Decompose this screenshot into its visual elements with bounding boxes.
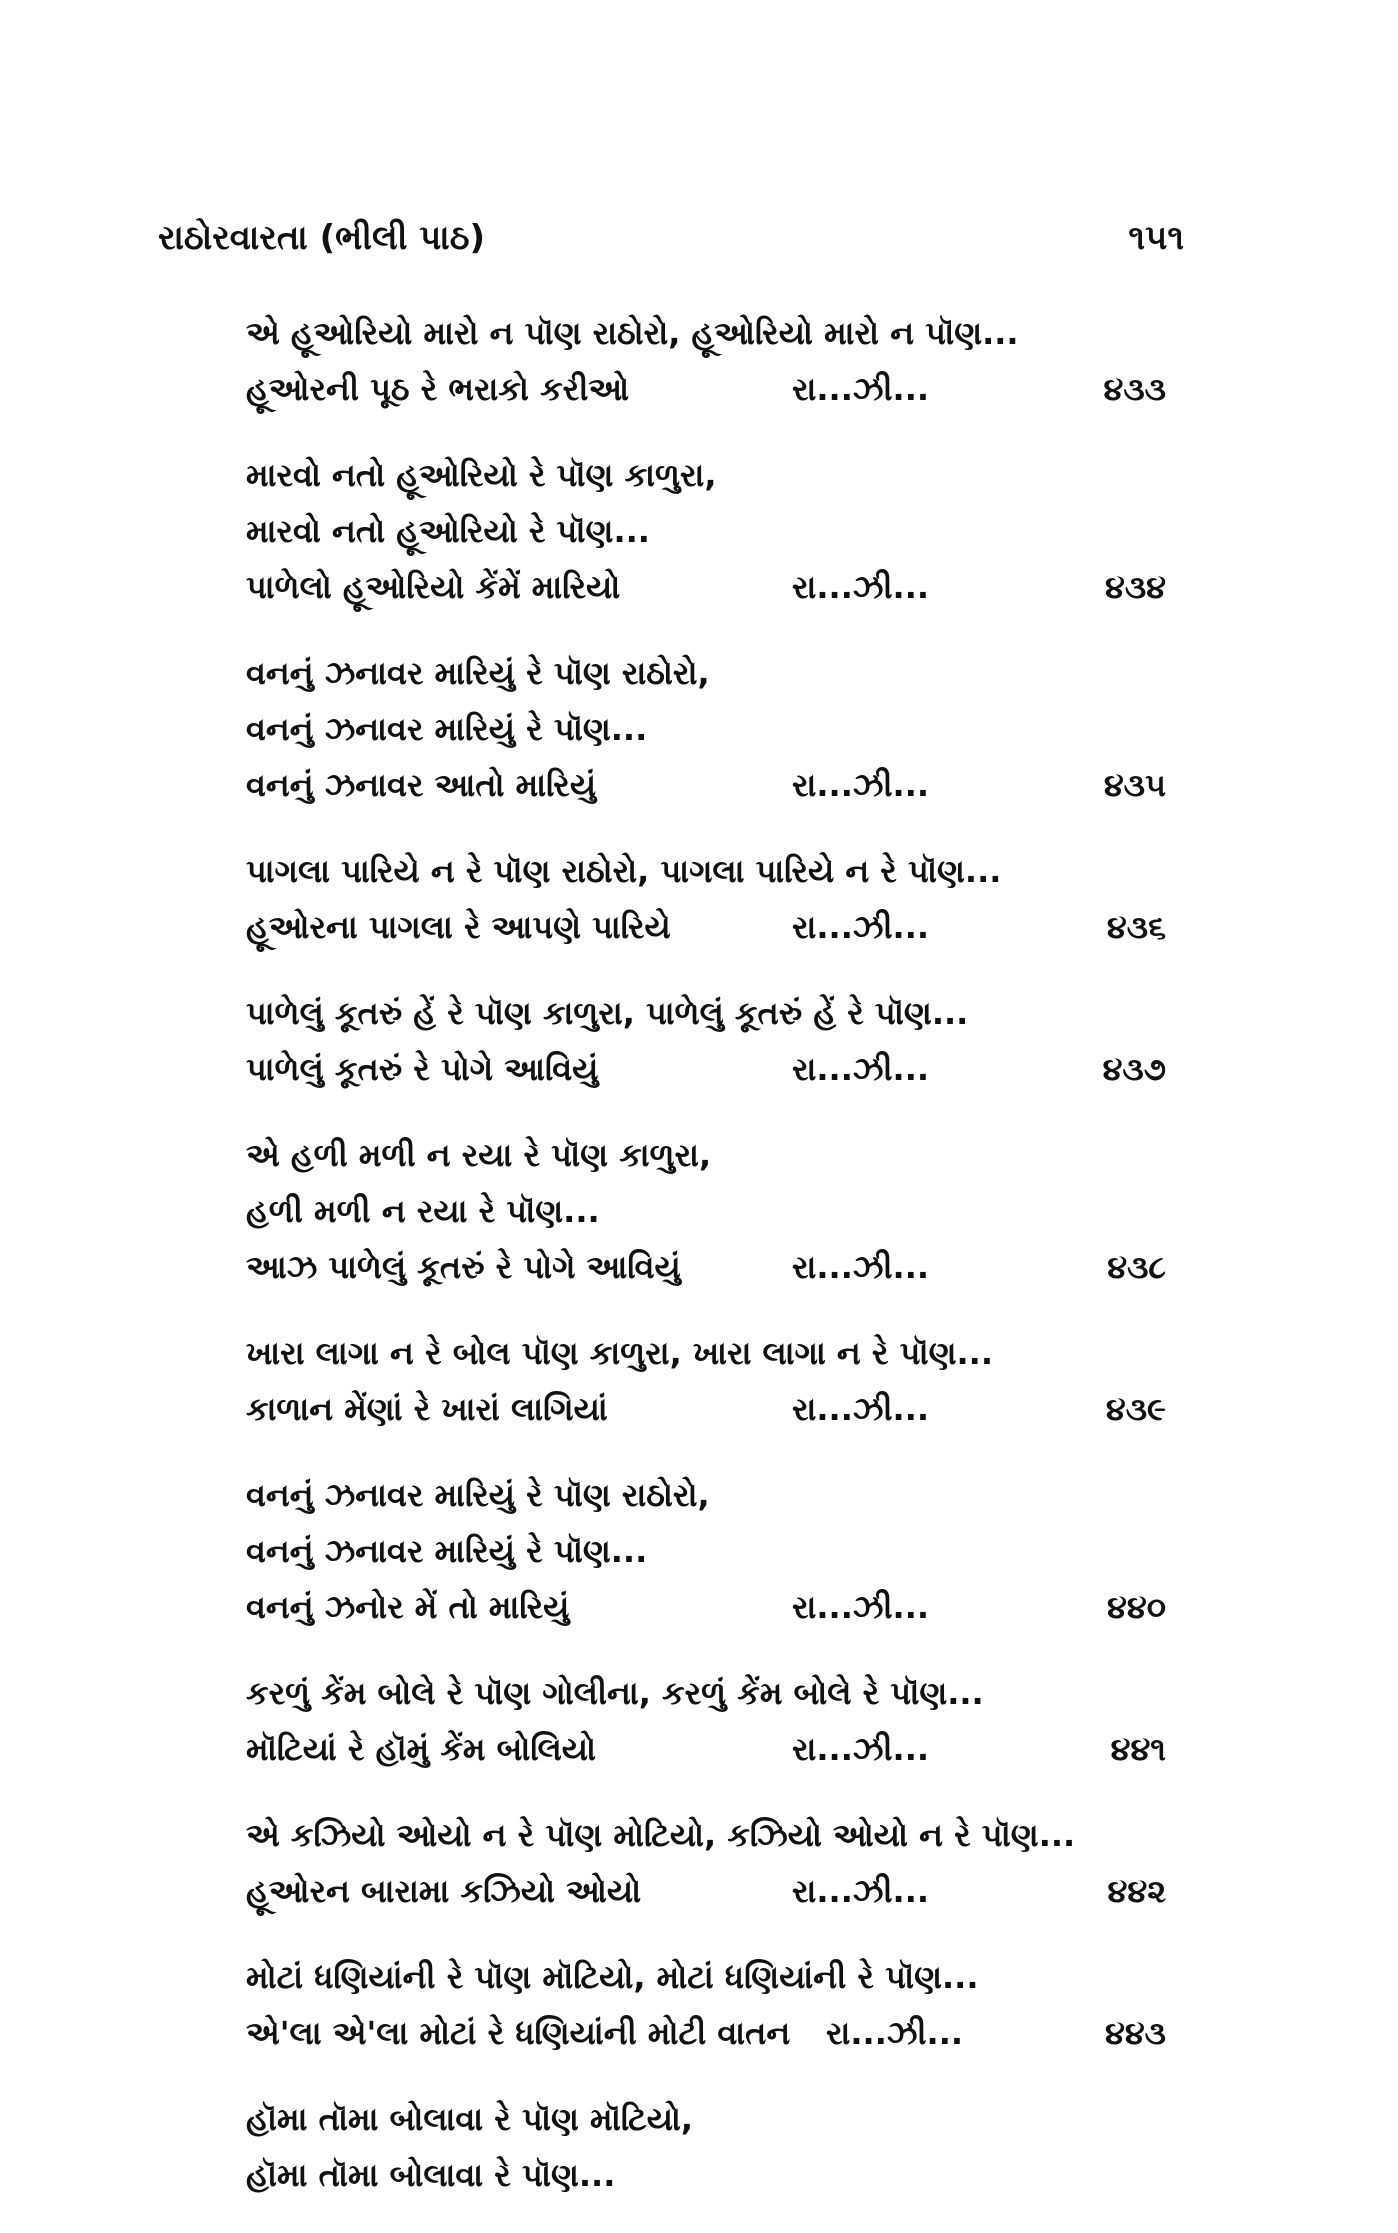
verse-number: ૪૪૨ (1107, 1872, 1166, 1910)
verse-line (246, 1127, 1166, 1183)
verse-line (246, 2147, 1166, 2203)
stanza (246, 843, 1166, 955)
verse-text: વનનું ઝનાવર મારિયું રે પૉણ રાઠોરો, (246, 1476, 710, 1514)
verse-line (246, 1381, 1166, 1437)
page-number: ૧૫૧ (1128, 218, 1184, 258)
verse-text: એ કઝિયો ઓયો ન રે પૉણ મોટિયો, કઝિયો ઓયો ન રે પૉણ... (246, 1816, 1076, 1854)
refrain: રા...ઝી... (792, 1390, 930, 1428)
verse-line (246, 899, 1166, 955)
verse-text: પાળેલો હૂઓરિયો કેંમેં મારિયો (246, 568, 621, 606)
verse-line (246, 645, 1166, 701)
verse-line (246, 985, 1166, 1041)
verse-text: પાળેલું કૂતરું હેં રે પૉણ કાળુરા, પાળેલું કૂતરું હેં રે પૉણ... (246, 994, 969, 1032)
stanza (246, 1467, 1166, 1635)
refrain: રા...ઝી... (792, 1050, 930, 1088)
verse-text: હૂઓરની પૂઠ રે ભરાકો કરીઓ (246, 370, 630, 408)
verse-text: મારવો નતો હૂઓરિયો રે પૉણ... (246, 512, 650, 550)
verse-line (246, 701, 1166, 757)
verse-line (246, 503, 1166, 559)
verse-line (246, 1807, 1166, 1863)
verse-text: હૂઓરન બારામા કઝિયો ઓયો (246, 1872, 642, 1910)
verse-text: ખારા લાગા ન રે બોલ પૉણ કાળુરા, ખારા લાગા ન રે પૉણ... (246, 1334, 993, 1372)
verse-text: વનનું ઝનાવર મારિયું રે પૉણ... (246, 710, 648, 748)
refrain: રા...ઝી... (792, 1248, 930, 1286)
verse-text: વનનું ઝનાવર મારિયું રે પૉણ... (246, 1532, 648, 1570)
verse-text: હૉમા તૉમા બોલાવા રે પૉણ મૉટિયો, (246, 2100, 694, 2138)
refrain: રા...ઝી... (792, 908, 930, 946)
refrain: રા...ઝી... (792, 1872, 930, 1910)
stanza (246, 305, 1166, 417)
refrain: રા...ઝી... (792, 1730, 930, 1768)
verse-line (246, 1041, 1166, 1097)
stanza (246, 1949, 1166, 2061)
verse-line (246, 1721, 1166, 1777)
verse-list (246, 305, 1166, 2233)
verse-text: વનનું ઝનાવર મારિયું રે પૉણ રાઠોરો, (246, 654, 710, 692)
verse-text: એ હળી મળી ન રયા રે પૉણ કાળુરા, (246, 1136, 712, 1174)
stanza (246, 447, 1166, 615)
verse-text: કાળાન મેંણાં રે ખારાં લાગિયાં (246, 1390, 608, 1428)
verse-line (246, 757, 1166, 813)
verse-line (246, 559, 1166, 615)
verse-line (246, 1579, 1166, 1635)
verse-text: વનનું ઝનોર મેં તો મારિયું (246, 1588, 570, 1626)
verse-line (246, 1949, 1166, 2005)
verse-text: આઝ પાળેલું કૂતરું રે પોગે આવિયું (246, 1248, 681, 1286)
verse-number: ૪૩૬ (1106, 908, 1166, 946)
verse-number: ૪૪૦ (1107, 1588, 1166, 1626)
verse-line (246, 2005, 1166, 2061)
stanza (246, 645, 1166, 813)
verse-text: મારવો નતો હૂઓરિયો રે પૉણ કાળુરા, (246, 456, 717, 494)
verse-text: એ'લા એ'લા મોટાં રે ધણિયાંની મોટી વાતન (246, 2014, 791, 2052)
verse-line (246, 1183, 1166, 1239)
running-head: રાઠોરવારતા (ભીલી પાઠ) (158, 218, 486, 258)
refrain: રા...ઝી... (792, 766, 930, 804)
verse-number: ૪૩૫ (1103, 766, 1166, 804)
refrain: રા...ઝી... (792, 1588, 930, 1626)
stanza (246, 985, 1166, 1097)
stanza (246, 2091, 1166, 2203)
verse-text: વનનું ઝનાવર આતો મારિયું (246, 766, 597, 804)
verse-text: મોટાં ધણિયાંની રે પૉણ મૉટિયો, મોટાં ધણિયાંની રે પૉણ... (246, 1958, 979, 1996)
refrain: રા...ઝી... (792, 568, 930, 606)
verse-text: હળી મળી ન રયા રે પૉણ... (246, 1192, 600, 1230)
stanza (246, 1665, 1166, 1777)
verse-text: હૂઓરના પાગલા રે આપણે પારિયે (246, 908, 671, 946)
verse-line (246, 2091, 1166, 2147)
verse-text: પાગલા પારિયે ન રે પૉણ રાઠોરો, પાગલા પારિયે ન રે પૉણ... (246, 852, 1002, 890)
verse-line (246, 305, 1166, 361)
verse-text: કરળું કેંમ બોલે રે પૉણ ગોલીના, કરળું કેંમ બોલે રે પૉણ... (246, 1674, 984, 1712)
stanza (246, 1325, 1166, 1437)
verse-line (246, 1467, 1166, 1523)
verse-text: એ હૂઓરિયો મારો ન પૉણ રાઠોરો, હૂઓરિયો મારો ન પૉણ... (246, 314, 1019, 352)
stanza (246, 1127, 1166, 1295)
verse-line (246, 1665, 1166, 1721)
verse-line (246, 447, 1166, 503)
verse-text: પાળેલું કૂતરું રે પોગે આવિયું (246, 1050, 599, 1088)
stanza (246, 1807, 1166, 1919)
verse-line (246, 1863, 1166, 1919)
verse-number: ૪૩૭ (1102, 1050, 1166, 1088)
verse-line (246, 1523, 1166, 1579)
verse-number: ૪૪૩ (1105, 2014, 1166, 2052)
verse-line (246, 1325, 1166, 1381)
verse-text: મૉટિયાં રે હૉમું કેંમ બોલિયો (246, 1730, 596, 1768)
verse-line (246, 361, 1166, 417)
verse-number: ૪૩૮ (1107, 1248, 1166, 1286)
verse-number: ૪૩૪ (1105, 568, 1166, 606)
verse-number: ૪૩૩ (1103, 370, 1166, 408)
verse-line (246, 843, 1166, 899)
refrain: રા...ઝી... (792, 370, 930, 408)
verse-number: ૪૩૯ (1105, 1390, 1166, 1428)
verse-text: હૉમા તૉમા બોલાવા રે પૉણ... (246, 2156, 616, 2194)
verse-line (246, 1239, 1166, 1295)
refrain: રા...ઝી... (826, 2014, 964, 2052)
verse-number: ૪૪૧ (1110, 1730, 1166, 1768)
